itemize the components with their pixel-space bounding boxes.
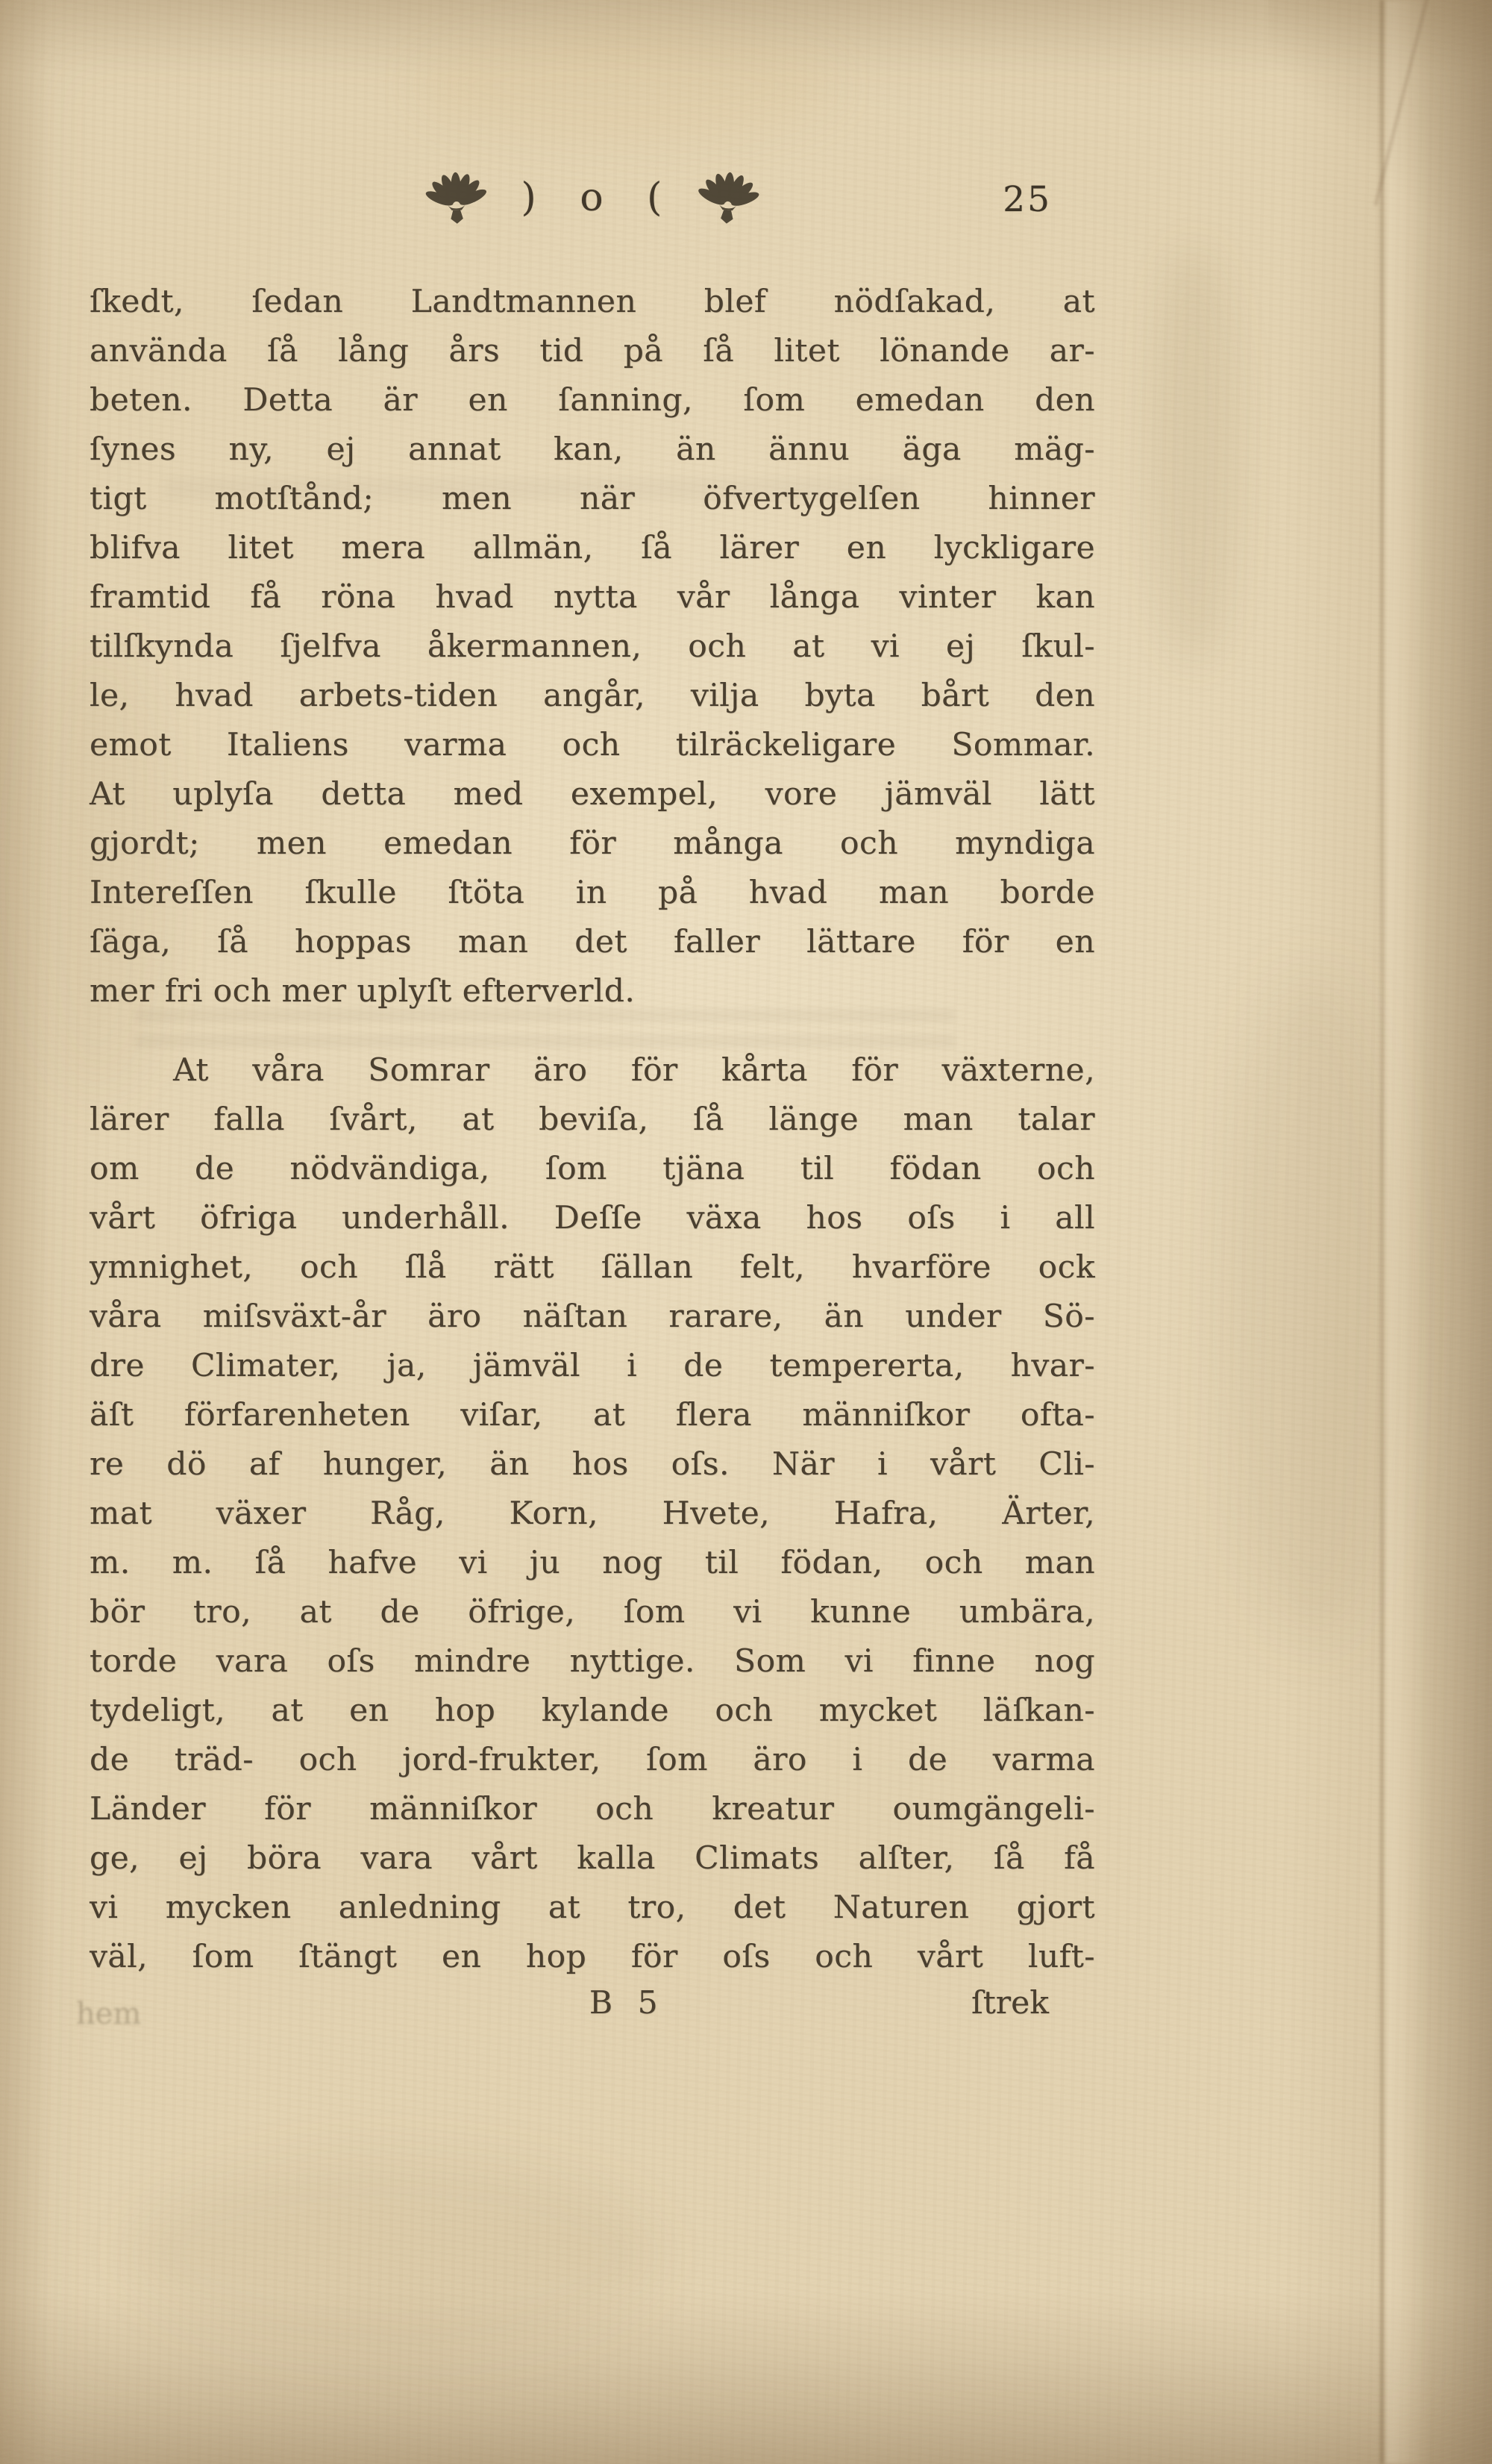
- gathering-signature: B 5: [589, 1985, 665, 2021]
- text-line: beten. Detta är en ſanning, ſom emedan den: [90, 382, 1095, 419]
- page-crease: [1380, 0, 1384, 2464]
- fleuron-icon: [696, 160, 762, 231]
- text-line: torde vara oſs mindre nyttige. Som vi finne nog: [90, 1643, 1095, 1680]
- fleuron-icon: [424, 162, 488, 230]
- text-line: bör tro, at de öfrige, ſom vi kunne umbära,: [90, 1594, 1095, 1630]
- text-line: äſt förfarenheten viſar, at flera männiſkor ofta-: [90, 1397, 1095, 1433]
- text-line: väl, ſom ſtängt en hop för oſs och vårt luft-: [90, 1939, 1095, 1975]
- header-mark: ) o (: [521, 175, 664, 220]
- page-crease-highlight: [1386, 0, 1431, 2464]
- text-line: framtid få röna hvad nytta vår långa vinter kan: [90, 579, 1095, 616]
- text-line: de träd- och jord-frukter, ſom äro i de varma: [90, 1742, 1095, 1778]
- paper-stain: [134, 2157, 656, 2351]
- corner-fold-shadow: [1268, 0, 1492, 254]
- text-line: mer fri och mer uplyſt efterverld.: [90, 973, 636, 1010]
- text-line: emot Italiens varma och tilräckeligare Sommar.: [90, 727, 1095, 763]
- text-line: blifva litet mera allmän, ſå lärer en lyckligare: [90, 530, 1095, 566]
- text-line: Intereſſen ſkulle ſtöta in på hvad man borde: [90, 875, 1095, 911]
- page-number: 25: [1003, 179, 1052, 220]
- paper-stain: [1149, 246, 1238, 664]
- text-line: lärer falla ſvårt, at beviſa, ſå länge man talar: [90, 1101, 1095, 1138]
- text-line: vi mycken anledning at tro, det Naturen gjort: [90, 1889, 1095, 1926]
- text-line: mat växer Råg, Korn, Hvete, Hafra, Ärter,: [90, 1495, 1095, 1532]
- bleedthrough-word: hem: [76, 1997, 142, 2031]
- text-line: At våra Somrar äro för kårta för växterne,: [173, 1052, 1095, 1089]
- text-line: tigt motſtånd; men när öfvertygelſen hinner: [90, 481, 1095, 517]
- paragraph-1: [90, 278, 1095, 1016]
- text-line: våra miſsväxt-år äro näſtan rarare, än under Sö-: [90, 1298, 1095, 1335]
- text-line: dre Climater, ja, jämväl i de tempererta, hvar-: [90, 1348, 1095, 1384]
- text-line: Länder för männiſkor och kreatur oumgängeli-: [90, 1791, 1095, 1827]
- header-ornament-group: [426, 163, 759, 228]
- text-line: ſäga, ſå hoppas man det faller lättare för en: [90, 924, 1095, 960]
- text-line: At uplyſa detta med exempel, vore jämväl lätt: [90, 776, 1095, 813]
- paper-stain: [1223, 970, 1402, 1642]
- text-line: re dö af hunger, än hos oſs. När i vårt Cli-: [90, 1446, 1095, 1483]
- text-line: ge, ej böra vara vårt kalla Climats alſter, ſå få: [90, 1840, 1095, 1877]
- paper-stain: [418, 30, 836, 142]
- text-line: tilſkynda ſjelfva åkermannen, och at vi ej ſkul-: [90, 628, 1095, 665]
- text-line: vårt öfriga underhåll. Deſſe växa hos oſs i all: [90, 1200, 1095, 1236]
- text-line: m. m. ſå hafve vi ju nog til födan, och man: [90, 1545, 1095, 1581]
- text-line: använda ſå lång års tid på ſå litet lönande ar-: [90, 333, 1095, 369]
- text-line: ſynes ny, ej annat kan, än ännu äga mäg-: [90, 431, 1095, 468]
- paragraph-2: [90, 1046, 1095, 1982]
- text-line: om de nödvändiga, ſom tjäna til födan och: [90, 1151, 1095, 1187]
- text-line: ymnighet, och ſlå rätt ſällan felt, hvarföre ock: [90, 1249, 1095, 1286]
- text-line: ſkedt, ſedan Landtmannen blef nödſakad, at: [90, 284, 1095, 320]
- page-footer: [76, 1979, 1095, 2031]
- catchword: ſtrek: [971, 1985, 1049, 2021]
- page-header: [90, 163, 1095, 252]
- text-line: le, hvad arbets-tiden angår, vilja byta bårt den: [90, 678, 1095, 714]
- text-line: tydeligt, at en hop kylande och mycket läſkan-: [90, 1692, 1095, 1729]
- text-line: gjordt; men emedan för många och myndiga: [90, 825, 1095, 862]
